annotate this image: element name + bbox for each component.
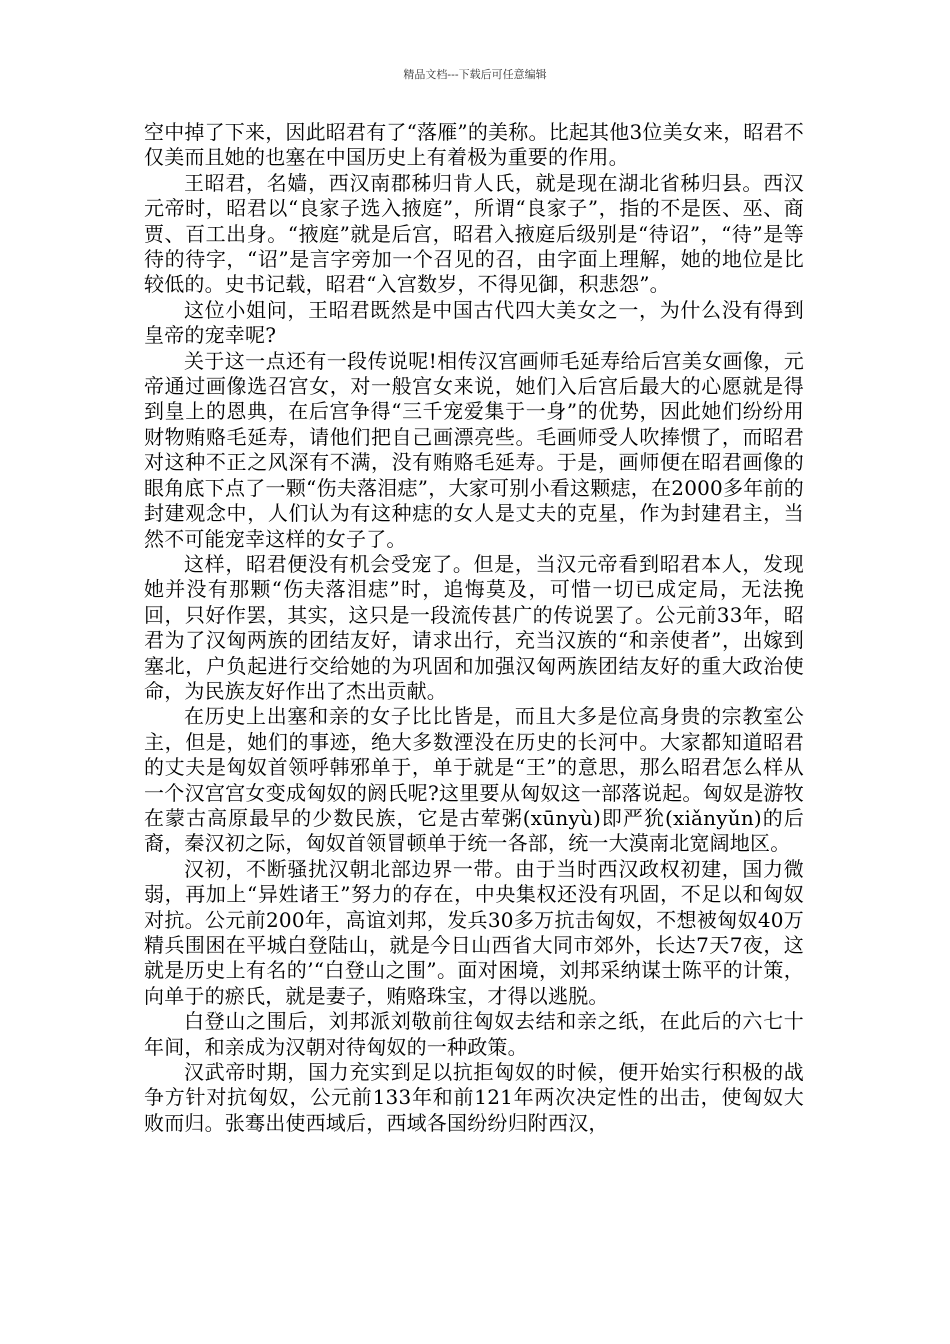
paragraph-1: 空中掉了下来，因此昭君有了“落雁”的美称。比起其他3位美女来，昭君不仅美而且她的也塞在中国历史上有着极为重要的作用。 [144,120,804,170]
page-header: 精品文档---下载后可任意编辑 [403,68,547,81]
paragraph-9: 汉武帝时期，国力充实到足以抗拒匈奴的时候，便开始实行积极的战争方针对抗匈奴，公元前133年和前121年两次决定性的出击，使匈奴大败而归。张骞出使西域后，西域各国纷纷归附西汉， [144,1060,804,1135]
paragraph-2: 王昭君，名嫱，西汉南郡秭归肯人氏，就是现在湖北省秭归县。西汉元帝时，昭君以“良家子选入掖庭”，所谓“良家子”，指的不是医、巫、商贾、百工出身。“掖庭”就是后宫，昭君入掖庭后级别是“待诏”，“待”是等待的待字，“诏”是言字旁加一个召见的召，由字面上理解，她的地位是比较低的。史书记载，昭君“入宫数岁，不得见御，积悲怨”。 [144,170,804,297]
paragraph-4: 关于这一点还有一段传说呢!相传汉宫画师毛延寿给后宫美女画像，元帝通过画像选召宫女，对一般宫女来说，她们入后宫后最大的心愿就是得到皇上的恩典，在后宫争得“三千宠爱集于一身”的优势，因此她们纷纷用财物贿赂毛延寿，请他们把自己画漂亮些。毛画师受人吹捧惯了，而昭君对这种不正之风深有不满，没有贿赂毛延寿。于是，画师便在昭君画像的眼角底下点了一颗“伤夫落泪痣”，大家可别小看这颗痣，在2000多年前的封建观念中，人们认为有这种痣的女人是丈夫的克星，作为封建君主，当然不可能宠幸这样的女子了。 [144,348,804,551]
paragraph-5: 这样，昭君便没有机会受宠了。但是，当汉元帝看到昭君本人，发现她并没有那颗“伤夫落泪痣”时，追悔莫及，可惜一切已成定局，无法挽回，只好作罢，其实，这只是一段流传甚广的传说罢了。公元前33年，昭君为了汉匈两族的团结友好，请求出行，充当汉族的“和亲使者”，出嫁到塞北，户负起进行交给她的为巩固和加强汉匈两族团结友好的重大政治使命，为民族友好作出了杰出贡献。 [144,551,804,703]
paragraph-7: 汉初，不断骚扰汉朝北部边界一带。由于当时西汉政权初建，国力微弱，再加上“异姓诸王”努力的存在，中央集权还没有巩固，不足以和匈奴对抗。公元前200年，高谊刘邦，发兵30多万抗击匈奴，不想被匈奴40万精兵围困在平城白登陆山，就是今日山西省大同市郊外，长达7天7夜，这就是历史上有名的’“白登山之围”。面对困境，刘邦采纳谋士陈平的计策，向单于的瘀氏，就是妻子，贿赂珠宝，才得以逃脱。 [144,856,804,1008]
paragraph-3: 这位小姐问，王昭君既然是中国古代四大美女之一，为什么没有得到皇帝的宠幸呢? [144,297,804,348]
article-body [144,120,804,1136]
paragraph-8: 白登山之围后，刘邦派刘敬前往匈奴去结和亲之纸，在此后的六七十年间，和亲成为汉朝对待匈奴的一种政策。 [144,1009,804,1059]
paragraph-6: 在历史上出塞和亲的女子比比皆是，而且大多是位高身贵的宗教室公主，但是，她们的事迹，绝大多数湮没在历史的长河中。大家都知道昭君的丈夫是匈奴首领呼韩邪单于，单于就是“王”的意思，那么昭君怎么样从一个汉宫宫女变成匈奴的阏氏呢?这里要从匈奴这一部落说起。匈奴是游牧在蒙古高原最早的少数民族，它是古荤粥(xūnyù)即严狁(xiǎnyǔn)的后裔，秦汉初之际，匈奴首领冒顿单于统一各部，统一大漠南北宽阔地区。 [144,704,804,856]
